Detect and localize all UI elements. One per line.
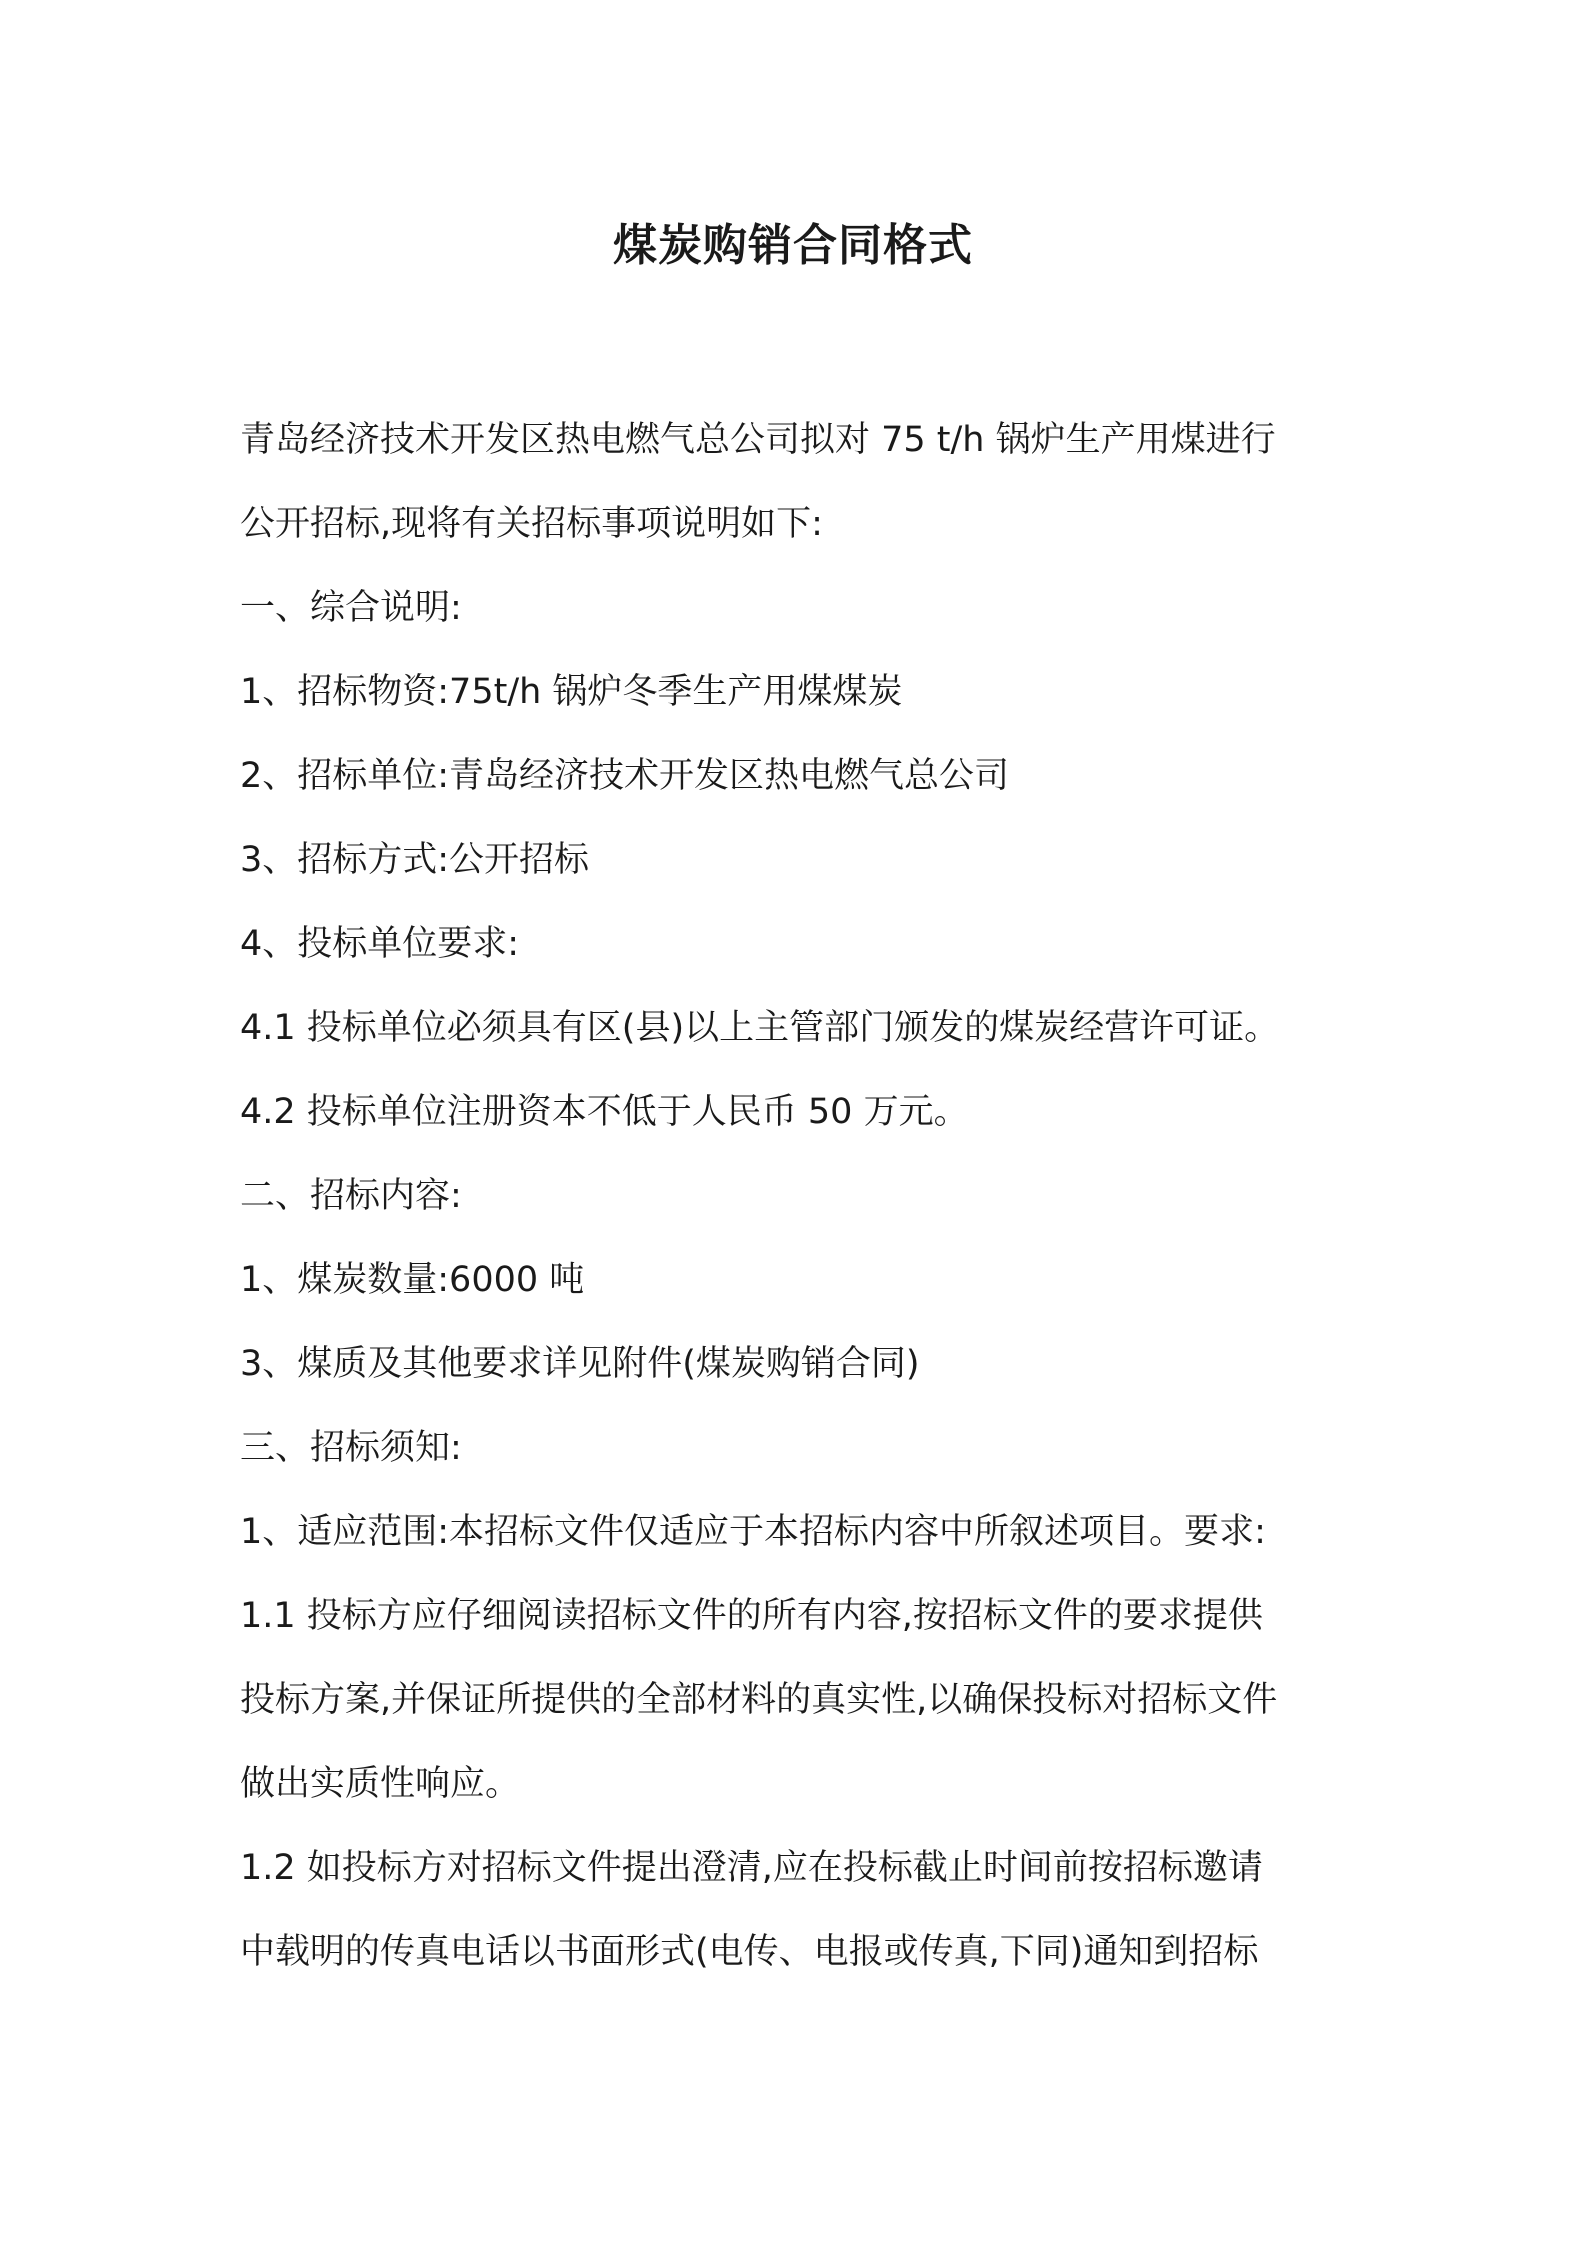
body-line-coal-quality: 3、煤质及其他要求详见附件(煤炭购销合同) — [240, 1344, 920, 1384]
body-line-item-4: 4、投标单位要求: — [240, 924, 520, 964]
body-line-item-4-1: 4.1 投标单位必须具有区(县)以上主管部门颁发的煤炭经营许可证。 — [240, 1008, 1280, 1048]
body-line-item-1-1-c: 做出实质性响应。 — [240, 1764, 521, 1804]
body-line-item-1-2-a: 1.2 如投标方对招标文件提出澄清,应在投标截止时间前按招标邀请 — [240, 1848, 1263, 1888]
body-line-item-3: 3、招标方式:公开招标 — [240, 840, 590, 880]
document-title: 煤炭购销合同格式 — [613, 220, 973, 271]
body-line-item-1-2-b: 中载明的传真电话以书面形式(电传、电报或传真,下同)通知到招标 — [240, 1932, 1259, 1972]
body-line-item-2: 2、招标单位:青岛经济技术开发区热电燃气总公司 — [240, 756, 1010, 796]
section-heading-notice: 三、招标须知: — [240, 1428, 462, 1468]
section-heading-general: 一、综合说明: — [240, 588, 462, 628]
body-line-item-1-1-b: 投标方案,并保证所提供的全部材料的真实性,以确保投标对招标文件 — [240, 1680, 1278, 1720]
body-line-item-1: 1、招标物资:75t/h 锅炉冬季生产用煤煤炭 — [240, 672, 903, 712]
body-line-intro-2: 公开招标,现将有关招标事项说明如下: — [240, 504, 823, 544]
document-body — [240, 398, 1350, 1994]
body-line-coal-quantity: 1、煤炭数量:6000 吨 — [240, 1260, 585, 1300]
body-line-intro-1: 青岛经济技术开发区热电燃气总公司拟对 75 t/h 锅炉生产用煤进行 — [240, 420, 1276, 460]
body-line-item-4-2: 4.2 投标单位注册资本不低于人民币 50 万元。 — [240, 1092, 969, 1132]
section-heading-content: 二、招标内容: — [240, 1176, 462, 1216]
body-line-item-1-1-a: 1.1 投标方应仔细阅读招标文件的所有内容,按招标文件的要求提供 — [240, 1596, 1263, 1636]
body-line-scope: 1、适应范围:本招标文件仅适应于本招标内容中所叙述项目。要求: — [240, 1512, 1266, 1552]
